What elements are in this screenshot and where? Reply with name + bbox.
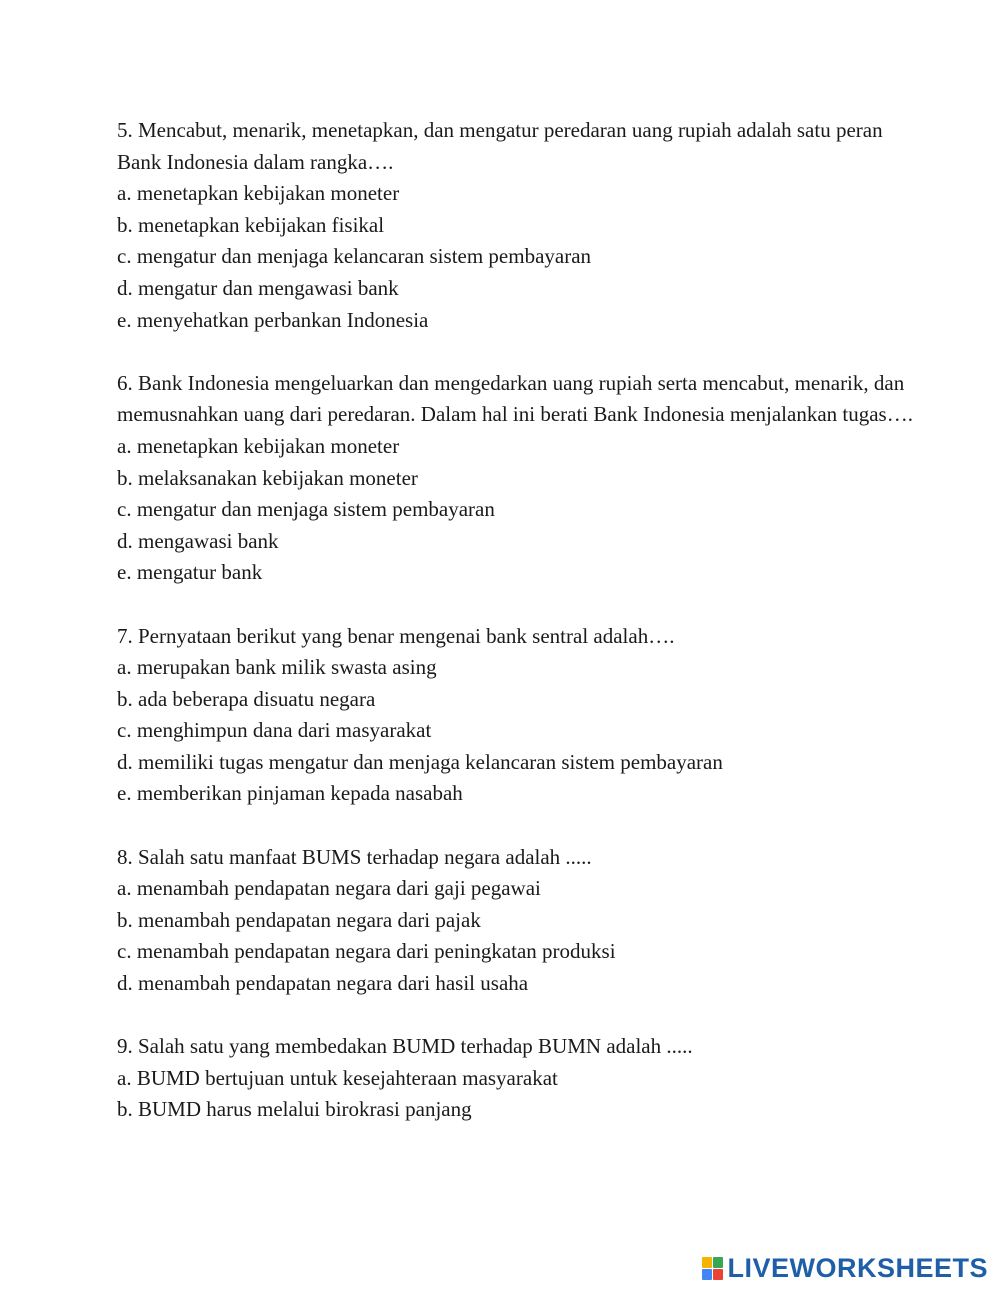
question-text: 7. Pernyataan berikut yang benar mengenai bank sentral adalah….: [117, 623, 675, 648]
question-5: [117, 115, 917, 336]
option-e: e. mengatur bank: [117, 560, 263, 585]
liveworksheets-logo-icon: [702, 1257, 723, 1280]
option-e: e. memberikan pinjaman kepada nasabah: [117, 781, 463, 806]
option-b: b. ada beberapa disuatu negara: [117, 686, 376, 711]
question-text: 9. Salah satu yang membedakan BUMD terhadap BUMN adalah .....: [117, 1034, 693, 1059]
option-a: a. menambah pendapatan negara dari gaji pegawai: [117, 876, 541, 901]
option-d: d. menambah pendapatan negara dari hasil usaha: [117, 971, 529, 996]
question-7: [117, 621, 917, 811]
option-b: b. menetapkan kebijakan fisikal: [117, 212, 385, 237]
brand-name: LIVEWORKSHEETS: [727, 1253, 988, 1283]
logo-square-blue: [702, 1269, 712, 1280]
option-b: b. menambah pendapatan negara dari pajak: [117, 907, 481, 932]
option-d: d. mengatur dan mengawasi bank: [117, 275, 399, 300]
option-a: a. merupakan bank milik swasta asing: [117, 655, 437, 680]
option-a: a. BUMD bertujuan untuk kesejahteraan masyarakat: [117, 1065, 558, 1090]
option-d: d. mengawasi bank: [117, 528, 279, 553]
option-c: c. menghimpun dana dari masyarakat: [117, 718, 432, 743]
logo-square-yellow: [702, 1257, 712, 1268]
option-a: a. menetapkan kebijakan moneter: [117, 433, 400, 458]
option-e: e. menyehatkan perbankan Indonesia: [117, 307, 429, 332]
logo-square-red: [713, 1269, 723, 1280]
option-b: b. melaksanakan kebijakan moneter: [117, 465, 418, 490]
logo-square-green: [713, 1257, 723, 1268]
question-6: [117, 368, 917, 589]
option-c: c. menambah pendapatan negara dari peningkatan produksi: [117, 939, 616, 964]
question-9: [117, 1031, 917, 1126]
option-b: b. BUMD harus melalui birokrasi panjang: [117, 1097, 472, 1122]
liveworksheets-brand: [702, 1253, 988, 1284]
option-d: d. memiliki tugas mengatur dan menjaga kelancaran sistem pembayaran: [117, 749, 723, 774]
worksheet-page: [117, 115, 917, 1158]
question-8: [117, 842, 917, 1000]
option-c: c. mengatur dan menjaga sistem pembayaran: [117, 497, 495, 522]
question-text: 8. Salah satu manfaat BUMS terhadap negara adalah .....: [117, 844, 592, 869]
option-c: c. mengatur dan menjaga kelancaran sistem pembayaran: [117, 244, 592, 269]
question-text: 5. Mencabut, menarik, menetapkan, dan mengatur peredaran uang rupiah adalah satu peran Bank Indonesia dalam rangka….: [117, 118, 883, 174]
option-a: a. menetapkan kebijakan moneter: [117, 181, 400, 206]
question-text: 6. Bank Indonesia mengeluarkan dan mengedarkan uang rupiah serta mencabut, menarik, dan memusnahkan uang dari peredaran. Dalam hal ini berati Bank Indonesia menjalankan tugas….: [117, 370, 913, 427]
